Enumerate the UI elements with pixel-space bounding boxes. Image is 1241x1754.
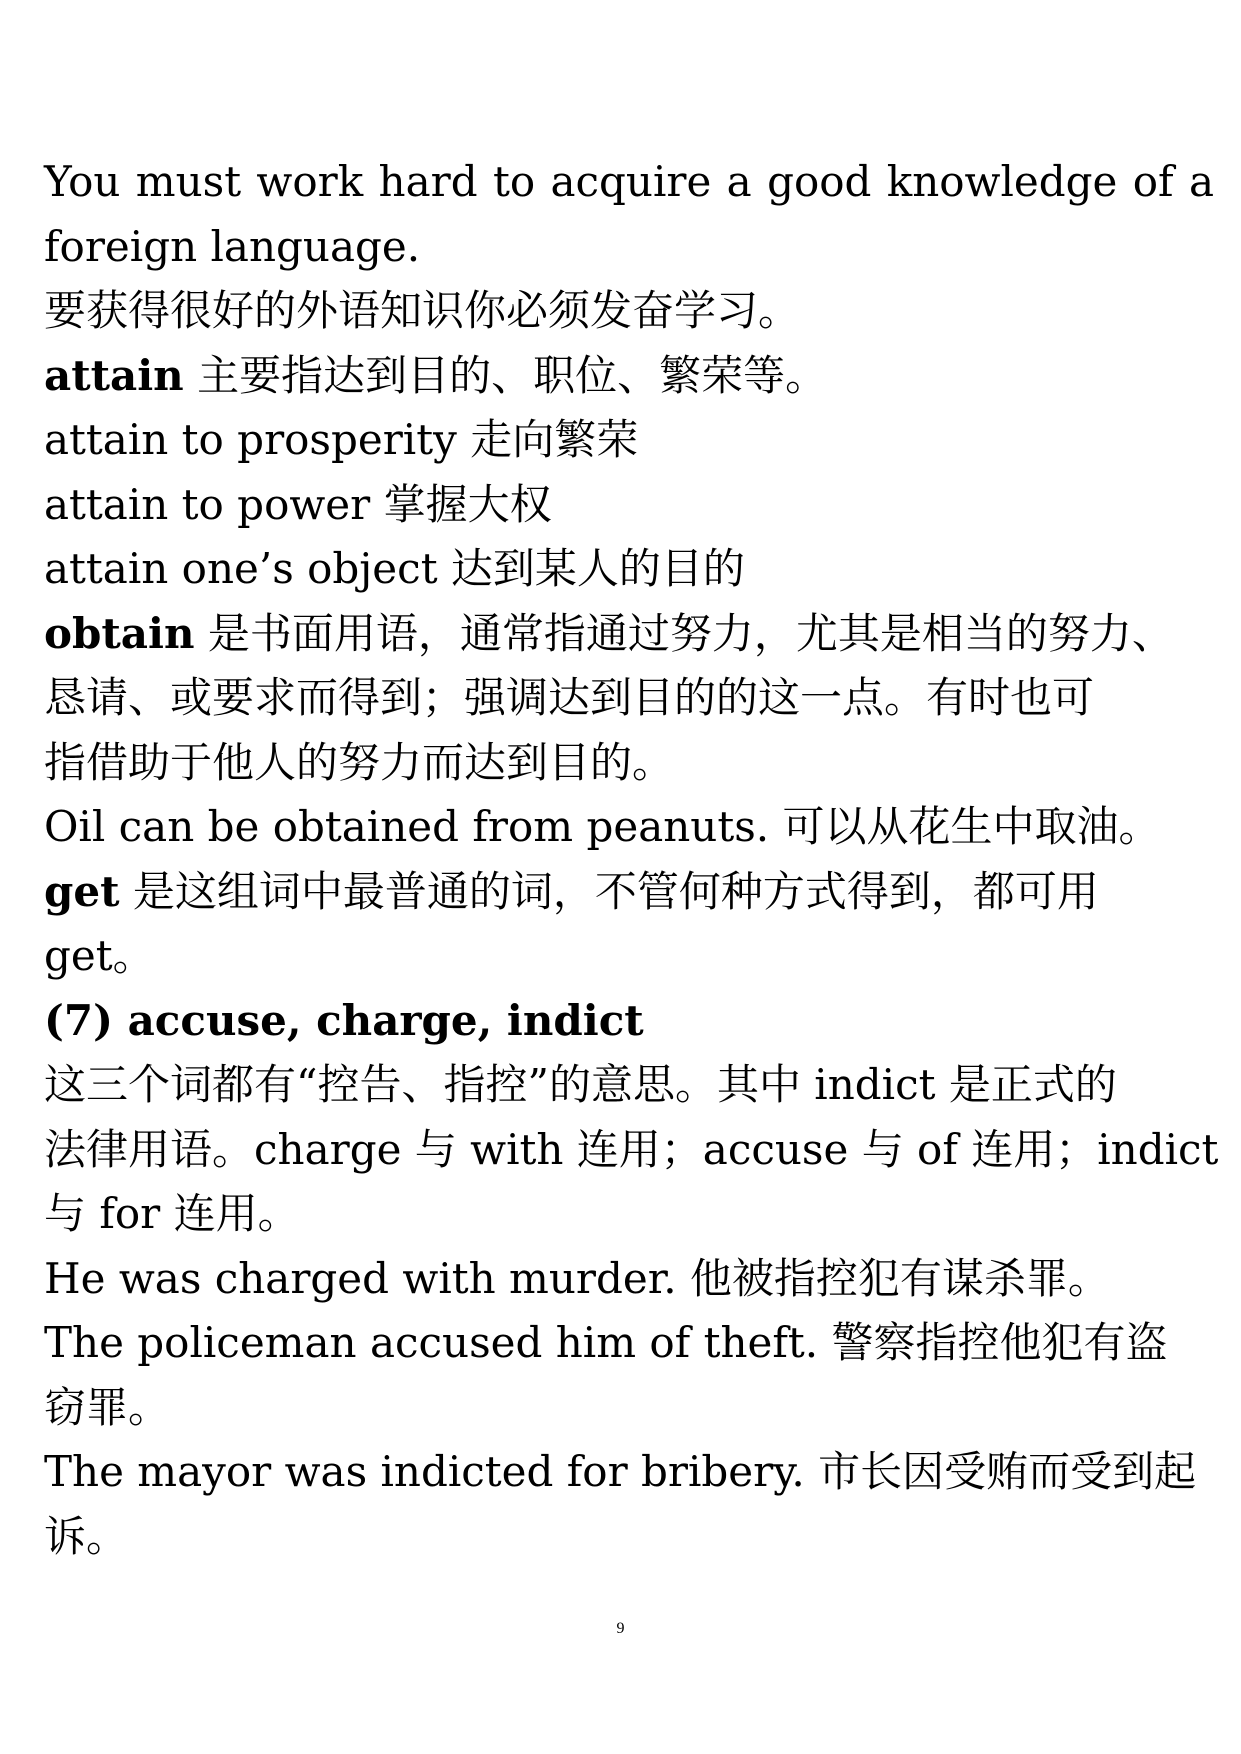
charge-example: He was charged with murder. 他被指控犯有谋杀罪。 [44,1253,1110,1303]
acquire-example-en-line-2: foreign language. [44,221,421,271]
attain-example-1: attain to prosperity 走向繁荣 [44,415,639,464]
indict-example-line-1: The mayor was indicted for bribery. 市长因受贿而受到起 [44,1447,1197,1496]
obtain-term: obtain [44,608,195,658]
section-description-line-2: 法律用语。charge 与 with 连用；accuse 与 of 连用；indict [44,1124,1219,1174]
acquire-example-en-line-1: You must work hard to acquire a good knowledge of a [44,157,1214,206]
attain-definition [44,344,1214,409]
attain-description: 主要指达到目的、职位、繁荣等。 [183,350,828,400]
document-body [44,150,1219,1569]
obtain-description-line-3: 指借助于他人的努力而达到目的。 [44,737,675,787]
attain-example-2: attain to power 掌握大权 [44,479,552,529]
section-heading: (7) accuse, charge, indict [44,995,644,1045]
section-description-line-1: 这三个词都有“控告、指控”的意思。其中 indict 是正式的 [44,1060,1117,1109]
get-term: get [44,866,120,916]
attain-term: attain [44,350,184,400]
attain-example-3: attain one’s object 达到某人的目的 [44,544,745,593]
accuse-example-line-1: The policeman accused him of theft. 警察指控他犯有盗 [44,1318,1168,1367]
accuse-example-line-2: 窃罪。 [44,1382,171,1432]
get-description-line-1: 是这组词中最普通的词，不管何种方式得到，都可用 [119,866,1099,916]
acquire-example-zh: 要获得很好的外语知识你必须发奋学习。 [44,286,801,335]
get-definition [44,860,1214,925]
obtain-example: Oil can be obtained from peanuts. 可以从花生中取油。 [44,802,1161,851]
get-description-line-2: get。 [44,931,155,980]
obtain-definition [44,602,1214,667]
obtain-description-line-2: 恳请、或要求而得到；强调达到目的的这一点。有时也可 [44,673,1095,722]
section-description-line-3: 与 for 连用。 [44,1189,300,1238]
indict-example-line-2: 诉。 [44,1511,129,1561]
obtain-description-line-1: 是书面用语，通常指通过努力，尤其是相当的努力、 [194,608,1174,658]
page-number: 9 [616,1620,625,1637]
